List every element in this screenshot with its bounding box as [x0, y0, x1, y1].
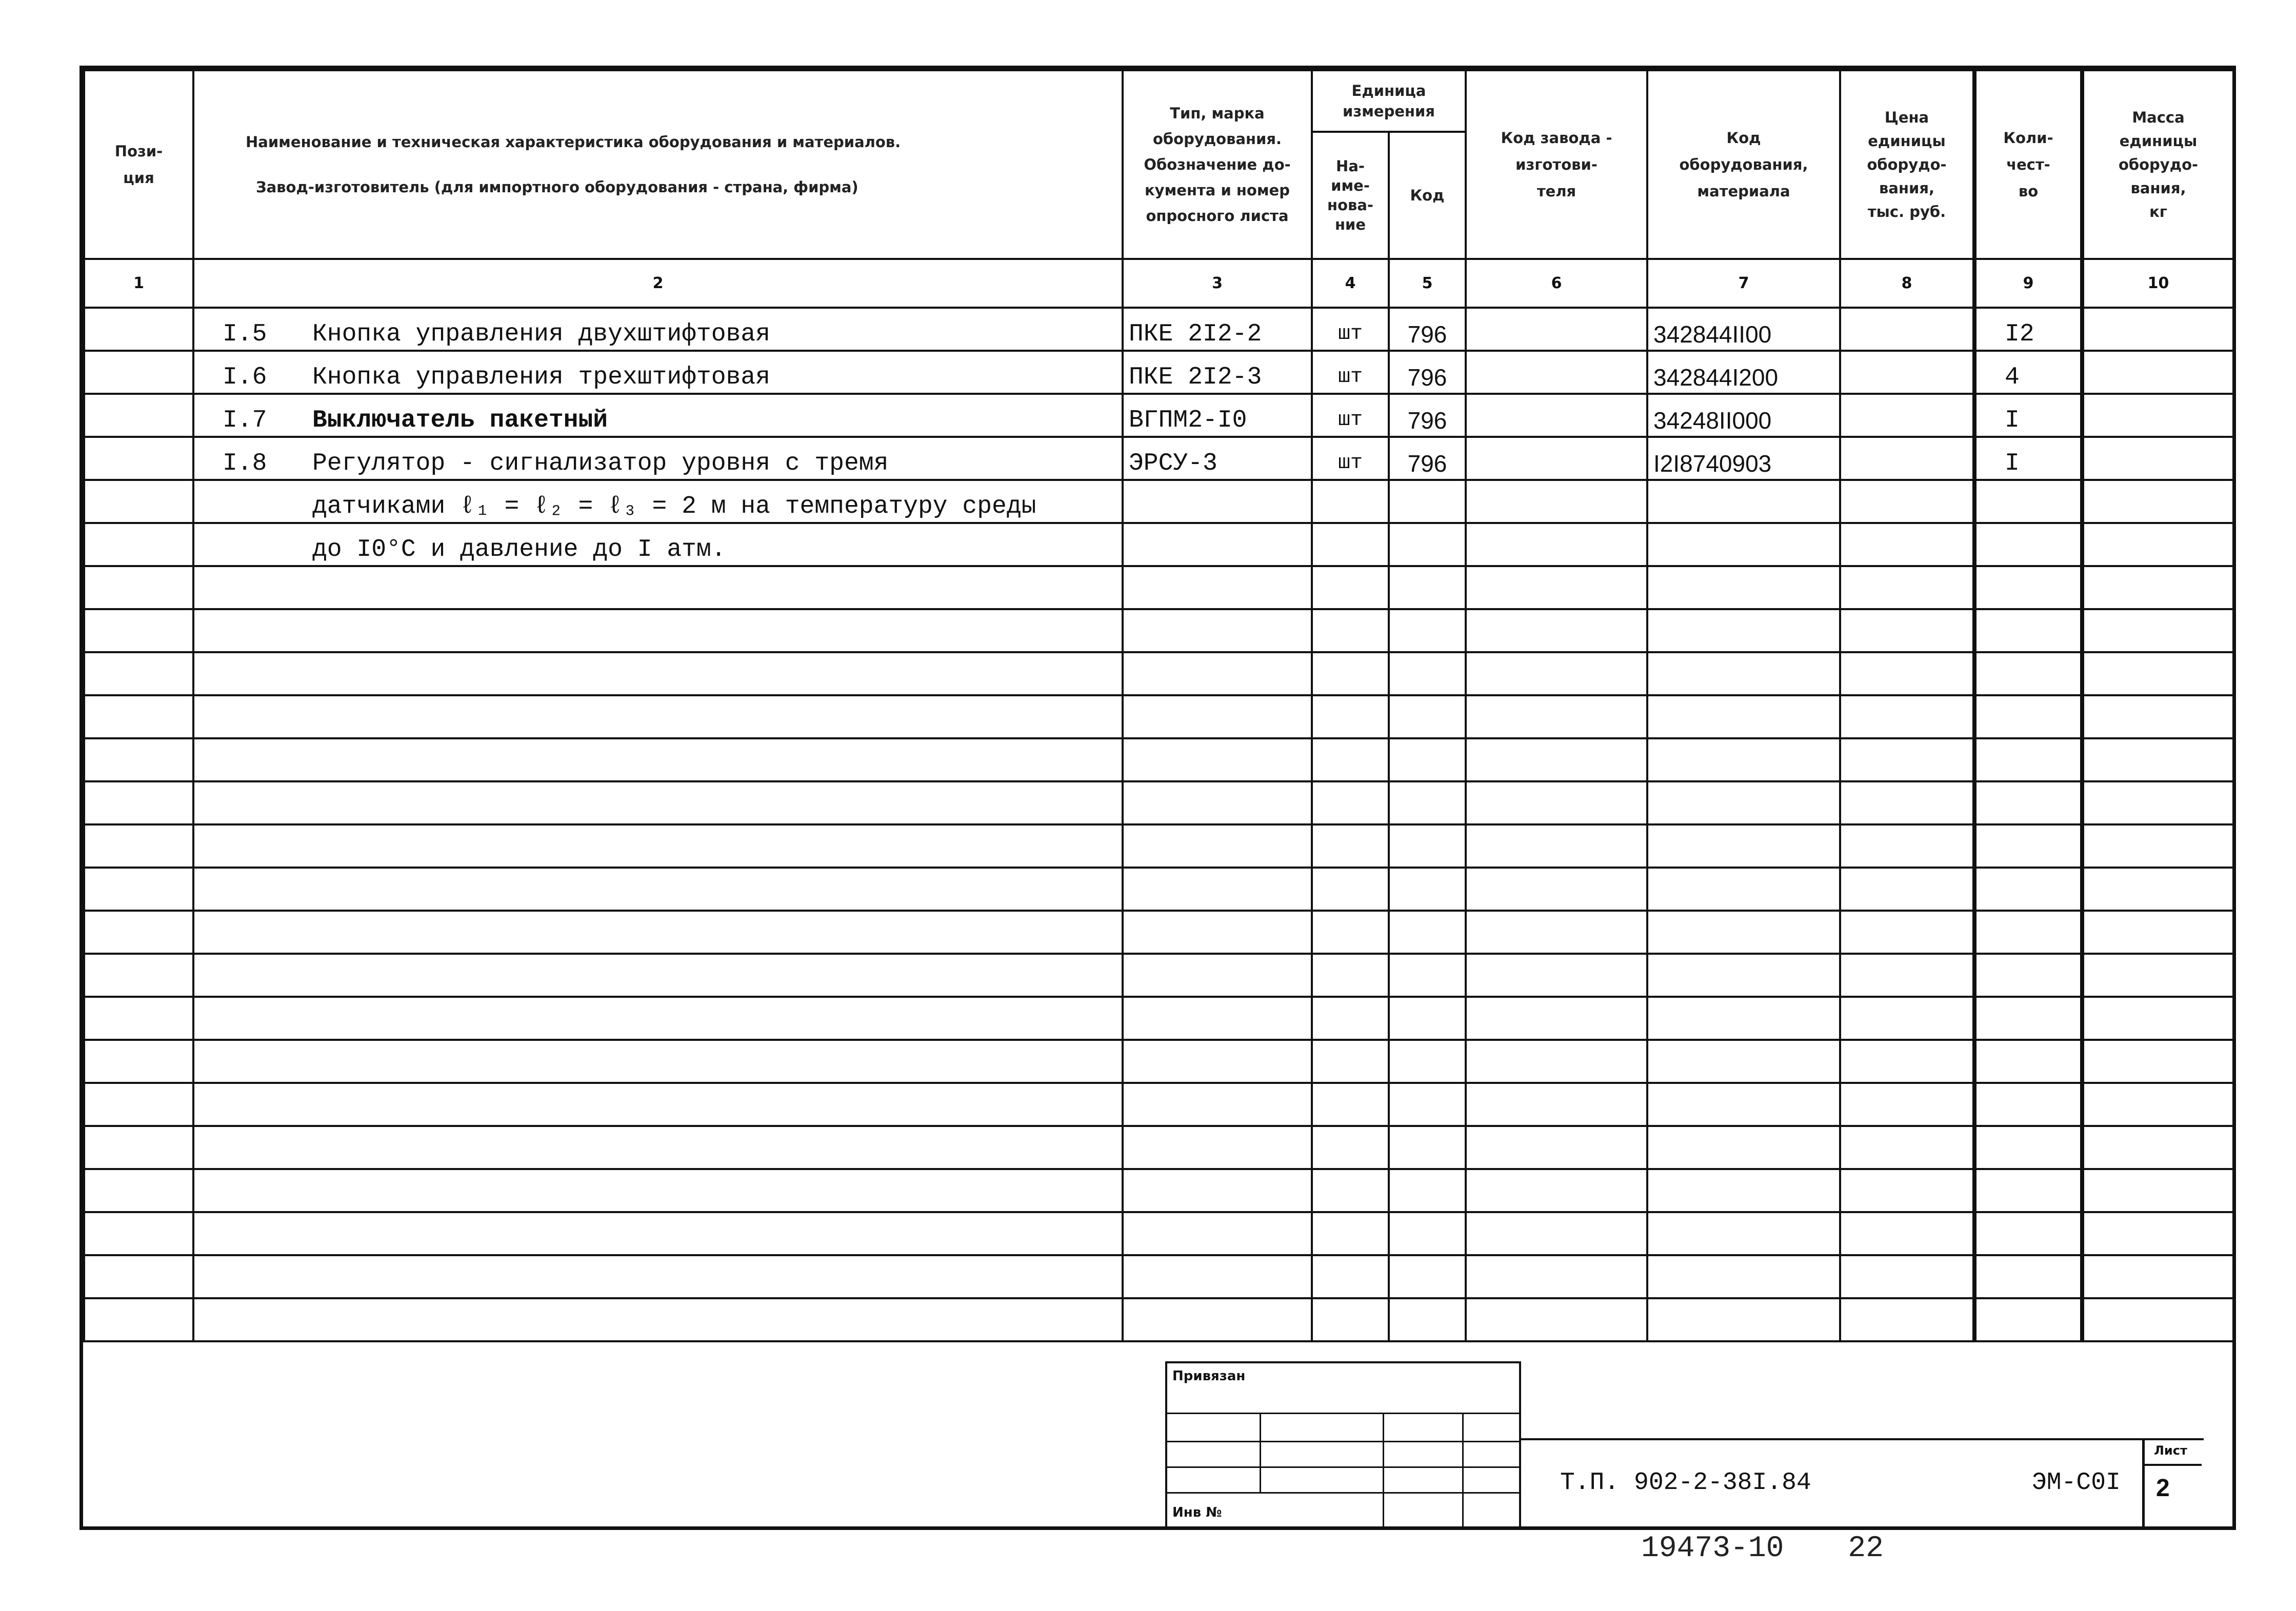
table-row	[84, 480, 2233, 523]
empty-row	[84, 1298, 2233, 1341]
table-row	[84, 308, 2233, 351]
empty-row	[84, 954, 2233, 997]
row-equipment-code: I2I8740903	[1647, 437, 1840, 480]
column-number: 3	[1123, 259, 1312, 308]
row-equipment-code: 342844II00	[1647, 308, 1840, 351]
row-name: Кнопка управления трехштифтовая	[312, 364, 770, 391]
column-number: 2	[193, 259, 1123, 308]
row-unit-code: 796	[1389, 351, 1466, 394]
empty-row	[84, 652, 2233, 695]
empty-row	[84, 911, 2233, 954]
header-name: Наименование и техническая характеристика оборудования и материалов. Завод-изготовитель (для импортного оборудования - страна, фирма)	[193, 70, 1123, 259]
row-unit: шт	[1312, 394, 1389, 437]
empty-row	[84, 738, 2233, 781]
empty-row	[84, 781, 2233, 824]
empty-row	[84, 695, 2233, 738]
table-row	[84, 523, 2233, 566]
title-block	[1165, 1361, 2232, 1530]
row-position: I.5	[223, 320, 267, 348]
column-number: 1	[84, 259, 193, 308]
row-quantity: I	[1974, 437, 2082, 480]
row-quantity: I	[1974, 394, 2082, 437]
column-number-row	[84, 259, 2233, 308]
column-number: 4	[1312, 259, 1389, 308]
row-unit: шт	[1312, 437, 1389, 480]
document-code: ЭМ-С0I	[2032, 1469, 2121, 1497]
column-number: 10	[2082, 259, 2233, 308]
specification-table	[83, 69, 2234, 1342]
row-equipment-code: 342844I200	[1647, 351, 1840, 394]
specification-sheet	[79, 66, 2236, 1530]
empty-row	[84, 1126, 2233, 1169]
row-position: I.8	[223, 450, 267, 477]
empty-row	[84, 1255, 2233, 1298]
header-position: Пози- ция	[84, 70, 193, 259]
empty-row	[84, 1083, 2233, 1126]
column-number: 9	[1974, 259, 2082, 308]
empty-row	[84, 868, 2233, 911]
row-name: до I0°C и давление до I атм.	[312, 536, 726, 563]
row-type: ПКЕ 2I2-2	[1123, 308, 1312, 351]
attached-label: Привязан	[1172, 1368, 1246, 1384]
archive-number: 19473-10	[1641, 1532, 1784, 1565]
row-quantity: I2	[1974, 308, 2082, 351]
row-type: ПКЕ 2I2-3	[1123, 351, 1312, 394]
header-unit-group: Единица измерения	[1312, 70, 1466, 132]
column-number: 8	[1840, 259, 1974, 308]
empty-row	[84, 824, 2233, 868]
empty-row	[84, 1040, 2233, 1083]
row-unit-code: 796	[1389, 308, 1466, 351]
column-number: 7	[1647, 259, 1840, 308]
archive-stamp	[1641, 1532, 1884, 1565]
row-unit-code: 796	[1389, 437, 1466, 480]
inventory-label: Инв №	[1172, 1505, 1222, 1520]
header-quantity: Коли- чест- во	[1974, 70, 2082, 259]
row-name: Выключатель пакетный	[312, 407, 608, 434]
row-unit-code: 796	[1389, 394, 1466, 437]
table-row	[84, 437, 2233, 480]
row-equipment-code: 34248II000	[1647, 394, 1840, 437]
empty-row	[84, 997, 2233, 1040]
column-number: 6	[1466, 259, 1647, 308]
table-row	[84, 394, 2233, 437]
approval-grid	[1165, 1361, 1519, 1530]
header-unit-name: На- име- нова- ние	[1312, 132, 1389, 259]
empty-row	[84, 1212, 2233, 1255]
row-unit: шт	[1312, 351, 1389, 394]
empty-row	[84, 609, 2233, 652]
row-type: ВГПМ2-I0	[1123, 394, 1312, 437]
header-type: Тип, марка оборудования. Обозначение до- кумента и номер опросного листа	[1123, 70, 1312, 259]
row-position: I.6	[223, 364, 267, 391]
header-equipment-code: Код оборудования, материала	[1647, 70, 1840, 259]
empty-row	[84, 1169, 2233, 1212]
row-name: Регулятор - сигнализатор уровня с тремя	[312, 450, 889, 477]
table-row	[84, 351, 2233, 394]
row-type: ЭРСУ-3	[1123, 437, 1312, 480]
header-mass: Масса единицы оборудо- вания, кг	[2082, 70, 2233, 259]
row-unit: шт	[1312, 308, 1389, 351]
project-code: Т.П. 902-2-38I.84	[1560, 1469, 1811, 1497]
sheet-number: 2	[2156, 1475, 2170, 1502]
sheet-label: Лист	[2154, 1443, 2187, 1458]
row-quantity: 4	[1974, 351, 2082, 394]
row-position: I.7	[223, 407, 267, 434]
row-name: Кнопка управления двухштифтовая	[312, 320, 770, 348]
header-manufacturer-code: Код завода - изготови- теля	[1466, 70, 1647, 259]
column-number: 5	[1389, 259, 1466, 308]
empty-row	[84, 566, 2233, 609]
sheet-number-box	[2142, 1438, 2202, 1530]
archive-page: 22	[1848, 1532, 1884, 1565]
header-unit-code: Код	[1389, 132, 1466, 259]
row-name: датчиками ℓ₁ = ℓ₂ = ℓ₃ = 2 м на температуру среды	[312, 493, 1036, 520]
header-price: Цена единицы оборудо- вания, тыс. руб.	[1840, 70, 1974, 259]
